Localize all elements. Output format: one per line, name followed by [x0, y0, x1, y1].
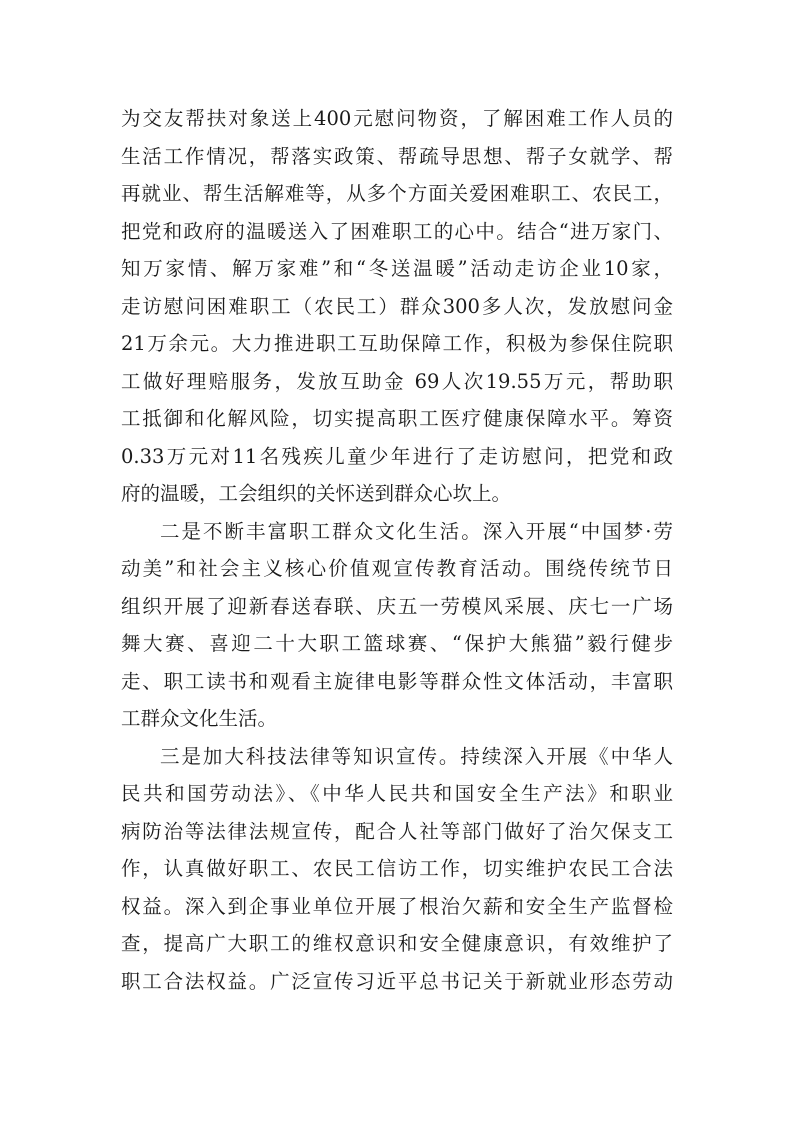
text-line: 把党和政府的温暖送入了困难职工的心中。结合“进万家门、: [121, 219, 673, 243]
text-line: 职工合法权益。广泛宣传习近平总书记关于新就业形态劳动: [121, 969, 673, 993]
text-line: 0.33万元对11名残疾儿童少年进行了走访慰问，把党和政: [121, 444, 673, 468]
text-line: 为交友帮扶对象送上400元慰问物资，了解困难工作人员的: [121, 107, 673, 130]
paragraph-legal-publicity: [121, 738, 673, 1001]
text-line: 走访慰问困难职工（农民工）群众300多人次，发放慰问金: [121, 294, 673, 318]
text-line: 二是不断丰富职工群众文化生活。深入开展“中国梦·劳: [160, 519, 673, 543]
text-line: 民共和国劳动法》、《中华人民共和国安全生产法》和职业: [121, 782, 673, 805]
text-line: 工抵御和化解风险，切实提高职工医疗健康保障水平。筹资: [121, 407, 673, 430]
paragraph-assistance: [121, 100, 673, 513]
body-text: [121, 100, 673, 1000]
text-line: 21万余元。大力推进职工互助保障工作，积极为参保住院职: [121, 332, 673, 355]
text-line: 再就业、帮生活解难等，从多个方面关爱困难职工、农民工，: [121, 182, 673, 205]
text-line: 查，提高广大职工的维权意识和安全健康意识，有效维护了: [121, 932, 673, 955]
text-line: 三是加大科技法律等知识宣传。持续深入开展《中华人: [160, 744, 673, 768]
text-line: 知万家情、解万家难”和“冬送温暖”活动走访企业10家，: [121, 257, 673, 280]
text-line: 组织开展了迎新春送春联、庆五一劳模风采展、庆七一广场: [121, 594, 673, 618]
text-line: 权益。深入到企事业单位开展了根治欠薪和安全生产监督检: [121, 894, 673, 918]
text-line: 工做好理赔服务，发放互助金 69人次19.55万元，帮助职: [121, 369, 673, 393]
text-line: 工群众文化生活。: [121, 707, 278, 730]
text-line: 病防治等法律法规宣传，配合人社等部门做好了治欠保支工: [121, 819, 673, 843]
text-line: 府的温暖，工会组织的关怀送到群众心坎上。: [121, 482, 512, 505]
paragraph-culture: [121, 513, 673, 738]
text-line: 舞大赛、喜迎二十大职工篮球赛、“保护大熊猫”毅行健步: [121, 632, 673, 655]
text-line: 走、职工读书和观看主旋律电影等群众性文体活动，丰富职: [121, 669, 673, 693]
text-line: 动美”和社会主义核心价值观宣传教育活动。围绕传统节日: [121, 557, 673, 580]
text-line: 作，认真做好职工、农民工信访工作，切实维护农民工合法: [121, 857, 673, 880]
text-line: 生活工作情况，帮落实政策、帮疏导思想、帮子女就学、帮: [121, 144, 673, 168]
